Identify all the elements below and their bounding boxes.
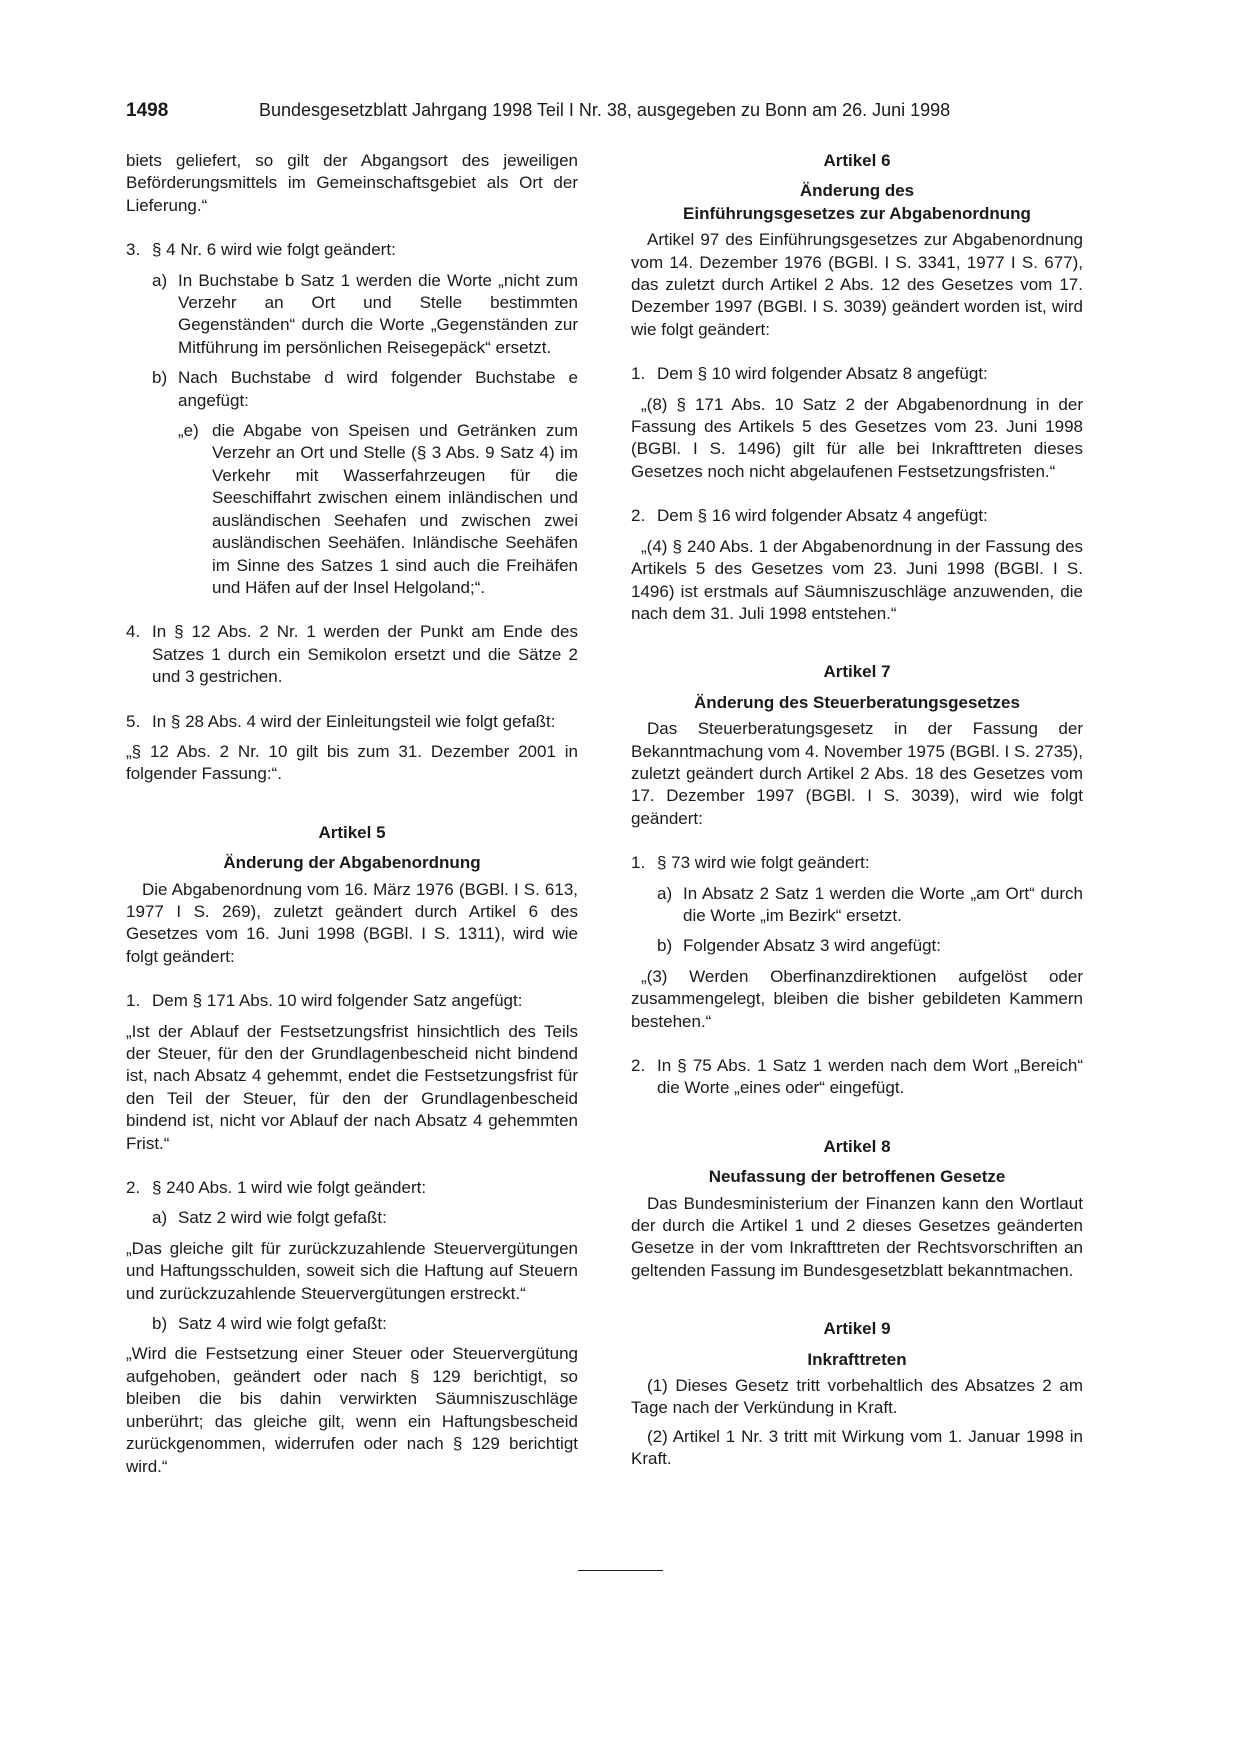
article-6-intro: Artikel 97 des Einführungsgesetzes zur Abgabenordnung vom 14. Dezember 1976 (BGBl. I S. 3341, 1977 I S. 677), das zuletzt durch Artikel 2 Abs. 12 des Gesetzes vom 17. Dezember 1997 (BGBl. I S. 3039) geändert worden ist, wird wie folgt geändert: bbox=[631, 230, 1083, 339]
quote-text: „(4) § 240 Abs. 1 der Abgabenordnung in der Fassung des Artikels 5 des Gesetzes vom 23. Juni 1998 (BGBl. I S. 1496) ist erstmals auf Säumniszuschläge anzuwenden, die nach dem 31. Juli 1998 entstehen.“ bbox=[631, 536, 1083, 623]
list-text: § 240 Abs. 1 wird wie folgt geändert: bbox=[152, 1178, 427, 1198]
article-8-heading: Neufassung der betroffenen Gesetze bbox=[708, 1167, 1006, 1187]
article-5-intro: Die Abgabenordnung vom 16. März 1976 (BGBl. I S. 613, 1977 I S. 269), zuletzt geändert durch Artikel 6 des Gesetzes vom 16. Juni 1998 (BGBl. I S. 1311), wird wie folgt geändert: bbox=[126, 879, 578, 966]
art7-item-2 bbox=[631, 1055, 1083, 1100]
art7-sub-item-b bbox=[657, 935, 1083, 957]
quote-item-e bbox=[178, 420, 578, 599]
sub-item-a bbox=[152, 270, 578, 360]
article-5-title: Artikel 5 bbox=[318, 822, 386, 842]
quote-text: „Wird die Festsetzung einer Steuer oder Steuervergütung aufgehoben, geändert oder nach § 129 berichtigt, so bleiben die bis dahin verwirkten Säumniszuschläge unberührt; das gleiche gilt, wenn ein Haftungsbescheid zurückgenommen, widerrufen oder nach § 129 berichtigt wird.“ bbox=[126, 1344, 578, 1476]
list-item-4 bbox=[126, 621, 578, 688]
sub-marker: a) bbox=[657, 883, 673, 903]
list-marker: 4. bbox=[126, 622, 141, 642]
list-text: Dem § 171 Abs. 10 wird folgender Satz angefügt: bbox=[152, 991, 523, 1011]
art6-item-1 bbox=[631, 363, 1083, 385]
sub-text: In Buchstabe b Satz 1 werden die Worte „nicht zum Verzehr an Ort und Stelle bestimmten Gegenständen“ durch die Worte „Gegenständen zur Mitführung im persönlichen Reisegepäck“ ersetzt. bbox=[178, 270, 578, 357]
article-5-heading: Änderung der Abgabenordnung bbox=[223, 853, 481, 873]
article-6-heading-line2: Einführungsgesetzes zur Abgabenordnung bbox=[683, 203, 1031, 223]
list-text: In § 12 Abs. 2 Nr. 1 werden der Punkt am Ende des Satzes 1 durch ein Semikolon ersetzt und die Sätze 2 und 3 gestrichen. bbox=[152, 622, 578, 687]
article-9-heading: Inkrafttreten bbox=[807, 1349, 907, 1369]
right-column bbox=[631, 150, 1083, 1471]
list-text: § 73 wird wie folgt geändert: bbox=[657, 853, 870, 873]
art5-item-2 bbox=[126, 1177, 578, 1199]
art5-sub-item-b bbox=[152, 1313, 578, 1335]
art6-item-2 bbox=[631, 505, 1083, 527]
left-column bbox=[126, 150, 578, 1478]
article-7-title: Artikel 7 bbox=[823, 662, 891, 682]
article-8-title: Artikel 8 bbox=[823, 1136, 891, 1156]
quote-text: „(3) Werden Oberfinanzdirektionen aufgelöst oder zusammengelegt, bleiben die bisher gebildeten Kammern bestehen.“ bbox=[631, 966, 1083, 1031]
list-text: Dem § 10 wird folgender Absatz 8 angefügt: bbox=[657, 364, 988, 384]
quote-text: „§ 12 Abs. 2 Nr. 10 gilt bis zum 31. Dezember 2001 in folgender Fassung:“. bbox=[126, 741, 578, 784]
list-item-5 bbox=[126, 711, 578, 733]
quote-marker: „e) bbox=[178, 421, 199, 441]
sub-text: Nach Buchstabe d wird folgender Buchstabe e angefügt: bbox=[178, 368, 578, 410]
list-marker: 1. bbox=[126, 991, 141, 1011]
list-marker: 1. bbox=[631, 853, 646, 873]
list-marker: 5. bbox=[126, 711, 141, 731]
article-6-title: Artikel 6 bbox=[823, 151, 891, 170]
list-text: In § 28 Abs. 4 wird der Einleitungsteil wie folgt gefaßt: bbox=[152, 711, 556, 731]
running-head: Bundesgesetzblatt Jahrgang 1998 Teil I Nr. 38, ausgegeben zu Bonn am 26. Juni 1998 bbox=[259, 100, 951, 120]
sub-text: Folgender Absatz 3 wird angefügt: bbox=[683, 936, 941, 956]
article-9-paragraph-1: (1) Dieses Gesetz tritt vorbehaltlich des Absatzes 2 am Tage nach der Verkündung in Kraft. bbox=[631, 1376, 1083, 1418]
sub-marker: b) bbox=[152, 1314, 168, 1334]
article-7-intro: Das Steuerberatungsgesetz in der Fassung der Bekanntmachung vom 4. November 1975 (BGBl. I S. 2735), zuletzt geändert durch Artikel 2 Abs. 18 des Gesetzes vom 17. Dezember 1997 (BGBl. I S. 3039), wird wie folgt geändert: bbox=[631, 719, 1083, 828]
article-9-paragraph-2: (2) Artikel 1 Nr. 3 tritt mit Wirkung vom 1. Januar 1998 in Kraft. bbox=[631, 1426, 1083, 1469]
article-8-text: Das Bundesministerium der Finanzen kann den Wortlaut der durch die Artikel 1 und 2 dieses Gesetzes geänderten Gesetze in der vom Inkrafttreten der Rechtsvorschriften an geltenden Fassung im Bundesgesetzblatt bekanntmachen. bbox=[631, 1193, 1083, 1280]
footer-rule bbox=[578, 1570, 663, 1571]
list-marker: 2. bbox=[126, 1178, 141, 1198]
art7-item-1 bbox=[631, 852, 1083, 874]
quote-text: die Abgabe von Speisen und Getränken zum Verzehr an Ort und Stelle (§ 3 Abs. 9 Satz 4) im Verkehr mit Wasserfahrzeugen für die Seeschiffahrt zwischen einem inländischen und ausländischen Seehafen und zwischen zwei ausländischen Seehäfen. Inländische Seehäfen im Sinne des Satzes 1 sind auch die Freihäfen und Häfen auf der Insel Helgoland;“. bbox=[212, 421, 578, 597]
list-text: In § 75 Abs. 1 Satz 1 werden nach dem Wort „Bereich“ die Worte „eines oder“ eingefügt. bbox=[657, 1056, 1083, 1098]
quote-text: „Ist der Ablauf der Festsetzungsfrist hinsichtlich des Teils der Steuer, für den der Grundlagenbescheid nicht bindend ist, nach Absatz 4 gehemmt, endet die Festsetzungsfrist für den Teil der Steuer, für den der Grundlagenbescheid bindend ist, nicht vor Ablauf der nach Absatz 4 gehemmten Frist.“ bbox=[126, 1021, 578, 1153]
sub-text: Satz 2 wird wie folgt gefaßt: bbox=[178, 1208, 387, 1228]
quote-text: „(8) § 171 Abs. 10 Satz 2 der Abgabenordnung in der Fassung des Artikels 5 des Gesetzes vom 23. Juni 1998 (BGBl. I S. 1496) gilt für alle bei Inkrafttreten dieses Gesetzes noch nicht abgelaufenen Festsetzungsfristen.“ bbox=[631, 394, 1083, 481]
list-text: Dem § 16 wird folgender Absatz 4 angefügt: bbox=[657, 506, 988, 526]
list-marker: 3. bbox=[126, 240, 141, 260]
sub-marker: b) bbox=[152, 368, 168, 388]
list-text: § 4 Nr. 6 wird wie folgt geändert: bbox=[152, 240, 396, 260]
list-item-3 bbox=[126, 239, 578, 261]
article-9-title: Artikel 9 bbox=[823, 1319, 891, 1339]
article-7-heading: Änderung des Steuerberatungsgesetzes bbox=[694, 692, 1020, 712]
sub-marker: a) bbox=[152, 270, 168, 290]
sub-marker: b) bbox=[657, 936, 673, 956]
list-marker: 1. bbox=[631, 364, 646, 384]
sub-item-b bbox=[152, 367, 578, 412]
page-number: 1498 bbox=[126, 100, 169, 121]
list-marker: 2. bbox=[631, 506, 646, 526]
sub-text: In Absatz 2 Satz 1 werden die Worte „am Ort“ durch die Worte „im Bezirk“ ersetzt. bbox=[683, 883, 1083, 925]
article-6-heading-line1: Änderung des bbox=[799, 181, 915, 201]
art5-item-1 bbox=[126, 990, 578, 1012]
sub-marker: a) bbox=[152, 1208, 168, 1228]
list-marker: 2. bbox=[631, 1056, 646, 1075]
sub-text: Satz 4 wird wie folgt gefaßt: bbox=[178, 1314, 387, 1334]
art7-sub-item-a bbox=[657, 883, 1083, 928]
art5-sub-item-a bbox=[152, 1207, 578, 1229]
continuation-text: biets geliefert, so gilt der Abgangsort des jeweiligen Beförderungsmittels im Gemeinschaftsgebiet als Ort der Lieferung.“ bbox=[126, 151, 578, 215]
quote-text: „Das gleiche gilt für zurückzuzahlende Steuervergütungen und Haftungsschulden, soweit sich die Haftung auf Steuern und zurückzuzahlende Steuervergütungen erstreckt.“ bbox=[126, 1238, 578, 1303]
